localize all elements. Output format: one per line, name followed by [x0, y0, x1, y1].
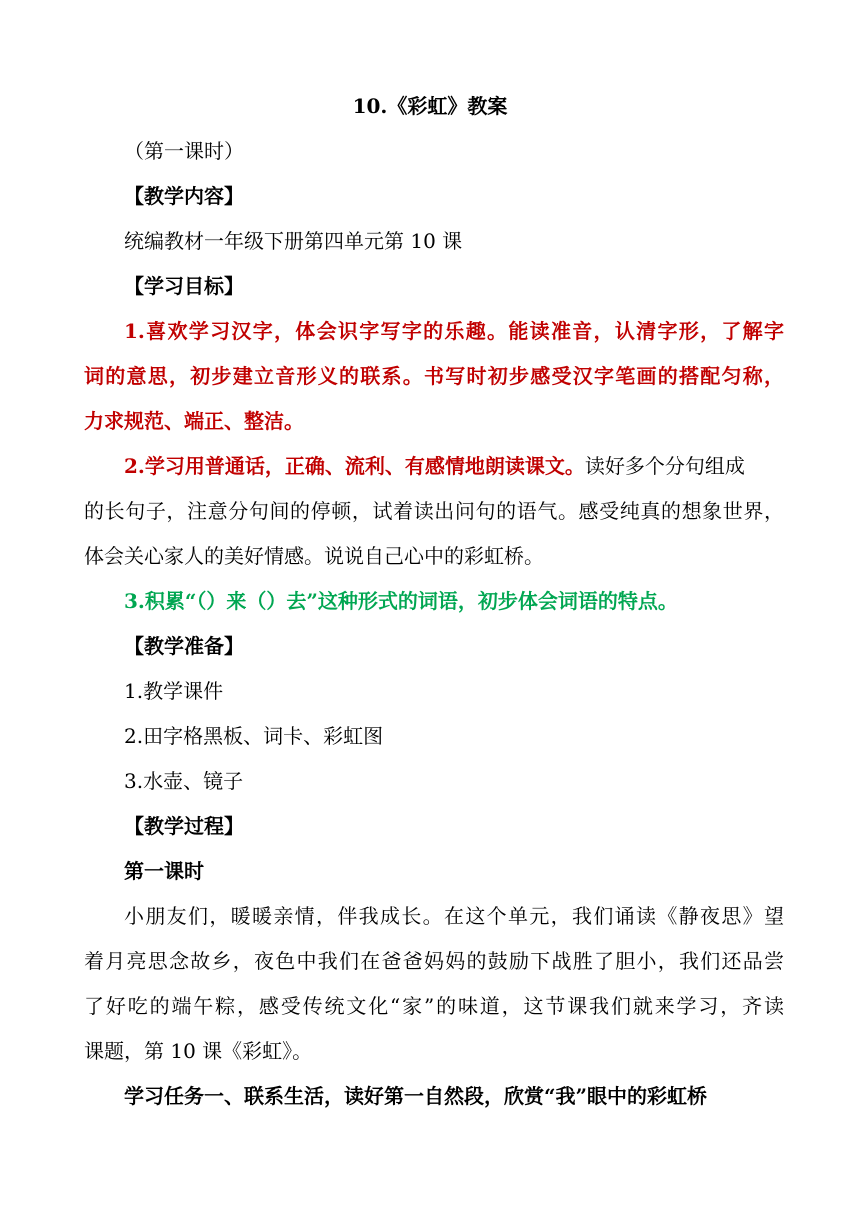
goal-2-line-2: 的长句子，注意分句间的停顿，试着读出问句的语气。感受纯真的想象世界，	[84, 499, 784, 523]
prep-item-1: 1.教学课件	[124, 679, 224, 703]
first-period-heading: 第一课时	[124, 859, 204, 883]
goal-1-line-1: 1.喜欢学习汉字，体会识字写字的乐趣。能读准音，认清字形，了解字	[124, 319, 784, 343]
content-heading: 【教学内容】	[124, 184, 244, 208]
period-note: （第一课时）	[124, 139, 244, 163]
goal-2-emphasis: 2.学习用普通话，正确、流利、有感情地朗读课文。	[124, 454, 585, 478]
content-text: 统编教材一年级下册第四单元第 10 课	[124, 229, 463, 253]
process-heading: 【教学过程】	[124, 814, 244, 838]
goal-1-line-2: 词的意思，初步建立音形义的联系。书写时初步感受汉字笔画的搭配匀称，	[84, 364, 784, 388]
prep-item-3: 3.水壶、镜子	[124, 769, 244, 793]
goals-heading: 【学习目标】	[124, 274, 244, 298]
prep-item-2: 2.田字格黑板、词卡、彩虹图	[124, 724, 384, 748]
intro-line-1: 小朋友们，暖暖亲情，伴我成长。在这个单元，我们诵读《静夜思》望	[124, 904, 784, 928]
goal-2-line-3: 体会关心家人的美好情感。说说自己心中的彩虹桥。	[84, 544, 544, 568]
goal-1-line-3: 力求规范、端正、整洁。	[84, 409, 304, 433]
prep-heading: 【教学准备】	[124, 634, 244, 658]
intro-line-2: 着月亮思念故乡，夜色中我们在爸爸妈妈的鼓励下战胜了胆小，我们还品尝	[84, 949, 784, 973]
intro-line-3: 了好吃的端午粽，感受传统文化“家”的味道，这节课我们就来学习，齐读	[84, 994, 784, 1018]
intro-line-4: 课题，第 10 课《彩虹》。	[84, 1039, 313, 1063]
goal-2-line-1	[124, 454, 784, 478]
task-1-heading: 学习任务一、联系生活，读好第一自然段，欣赏“我”眼中的彩虹桥	[124, 1084, 708, 1108]
goal-3: 3.积累“（）来（）去”这种形式的词语，初步体会词语的特点。	[124, 589, 678, 613]
goal-2-rest: 读好多个分句组成	[584, 454, 745, 478]
document-title: 10.《彩虹》教案	[352, 94, 508, 118]
